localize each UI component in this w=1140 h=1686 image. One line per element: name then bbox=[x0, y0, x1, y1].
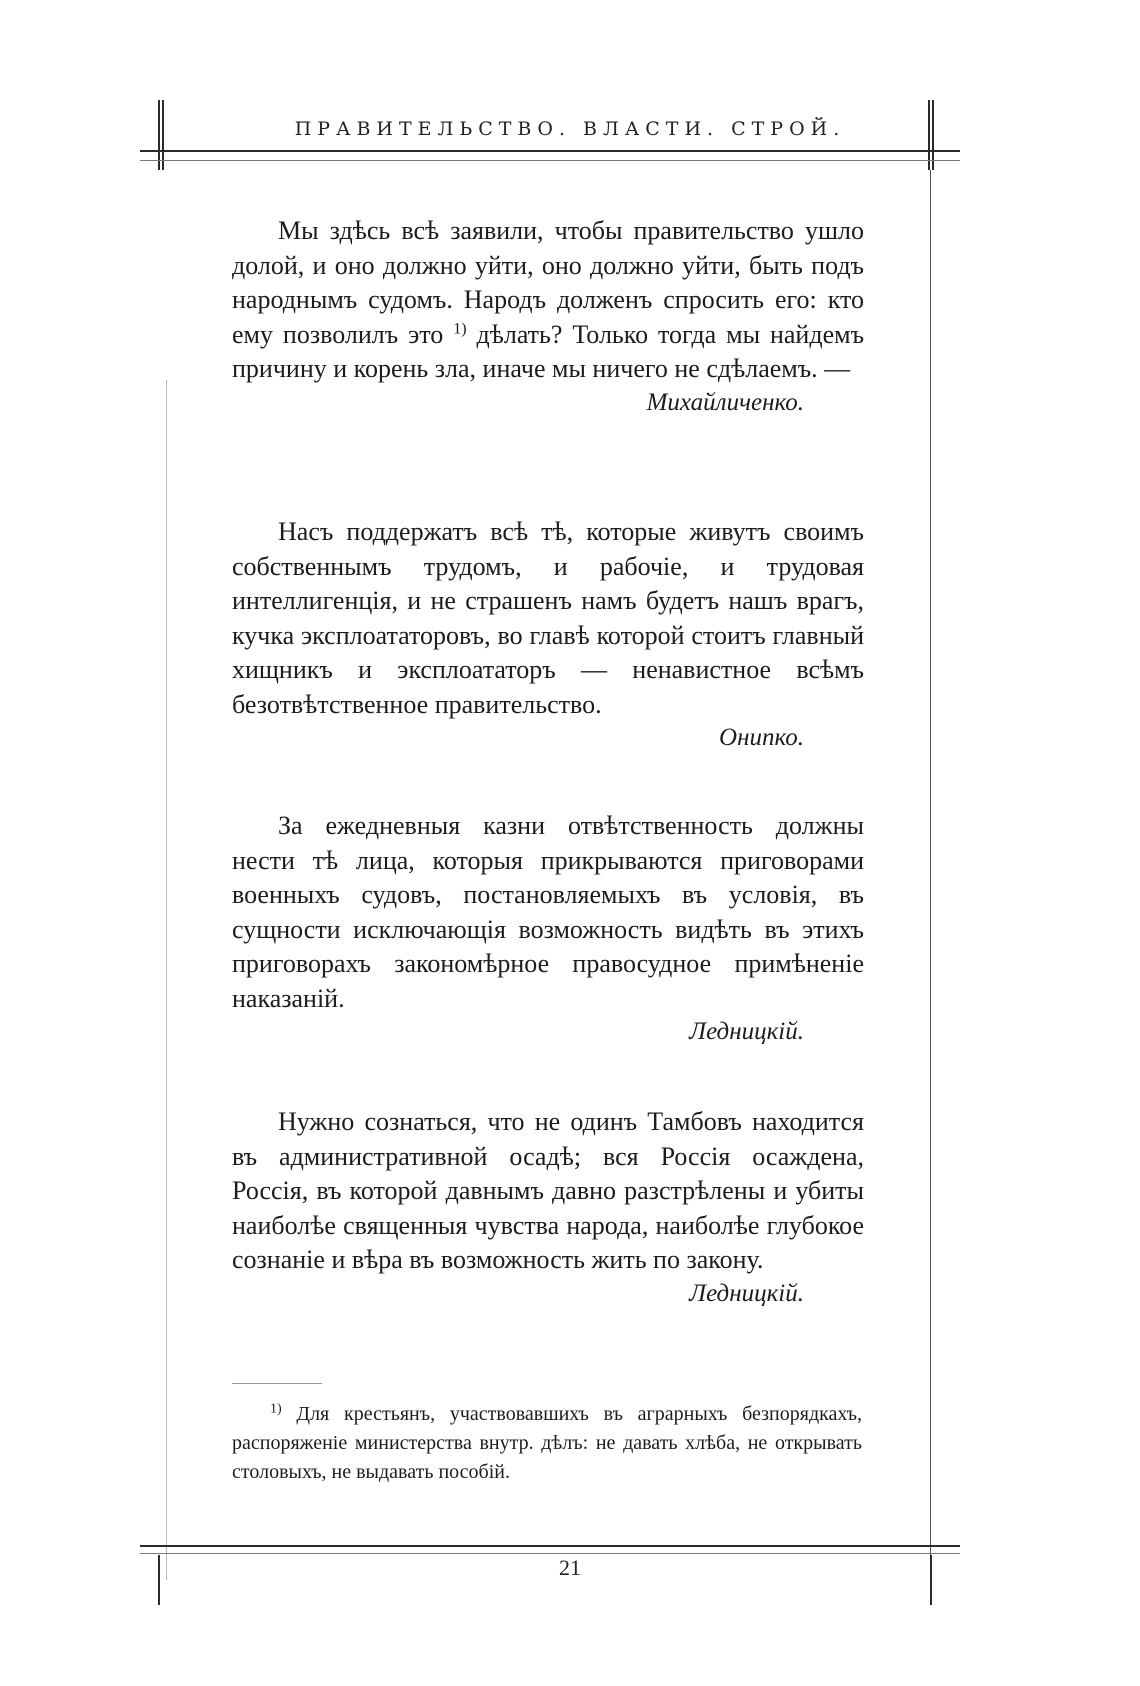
quote-block-4 bbox=[232, 1105, 864, 1308]
footnote bbox=[232, 1400, 862, 1487]
quote-block-3 bbox=[232, 809, 864, 1046]
footnote-rule bbox=[232, 1383, 322, 1384]
quote-block-2 bbox=[232, 515, 864, 752]
quote-text: Мы здѣсь всѣ заявили, чтобы правительство ушло долой, и оно должно уйти, оно должно уйти, быть подъ народнымъ судомъ. Народъ долженъ спросить его: кто ему позволилъ это $^{1)}$ дѣлать? Только тогда мы найдемъ причину и корень зла, иначе мы ничего не сдѣлаемъ. — bbox=[232, 216, 865, 383]
header-rule-thin bbox=[140, 160, 960, 161]
frame-left-long-rule bbox=[166, 380, 167, 1580]
speaker-name: Ледницкій. bbox=[689, 1018, 804, 1045]
quote-block-1 bbox=[232, 214, 864, 417]
speaker-name: Ледницкій. bbox=[689, 1279, 804, 1307]
page-number: 21 bbox=[559, 1555, 581, 1580]
speaker-name: Онипко. bbox=[719, 724, 804, 751]
footnote-reference[interactable]: 1) bbox=[453, 319, 467, 337]
quote-text: Насъ поддержатъ всѣ тѣ, которые живутъ своимъ собственнымъ трудомъ, и рабочіе, и трудовая интеллигенція, и не страшенъ намъ будетъ нашъ врагъ, кучка эксплоататоровъ, во главѣ которой стоитъ главный хищникъ и эксплоататоръ — ненавистное всѣмъ безотвѣтственное правительство. bbox=[232, 517, 864, 719]
header-rule bbox=[140, 150, 960, 152]
speaker-name: Михайличенко. bbox=[646, 388, 804, 416]
footer-rule-thin bbox=[140, 1553, 960, 1554]
footer-rule bbox=[140, 1545, 960, 1547]
footnote-text: Для крестьянъ, участвовавшихъ въ аграрныхъ безпорядкахъ, распоряженіе министерства внутр. дѣлъ: не давать хлѣба, не открывать столовыхъ, не выдавать пособій. bbox=[232, 1403, 862, 1483]
quote-text: Нужно сознаться, что не одинъ Тамбовъ находится въ административной осадѣ; вся Россія осаждена, Россія, въ которой давнымъ давно разстрѣлены и убиты наиболѣе священныя чувства народа, наиболѣе глубокое сознаніе и вѣра въ возможность жить по закону. bbox=[232, 1107, 864, 1274]
running-head: ПРАВИТЕЛЬСТВО. ВЛАСТИ. СТРОЙ. bbox=[294, 118, 846, 140]
quote-text: За ежедневныя казни отвѣтственность должны нести тѣ лица, которыя прикрываются приговорами военныхъ судовъ, постановляемыхъ въ условія, въ сущности исключающія возможность видѣть въ этихъ приговорахъ закономѣрное правосудное примѣненіе наказаній. bbox=[232, 811, 864, 1013]
footnote-mark: 1) bbox=[270, 1401, 282, 1417]
frame-right-long-rule bbox=[930, 170, 931, 1570]
